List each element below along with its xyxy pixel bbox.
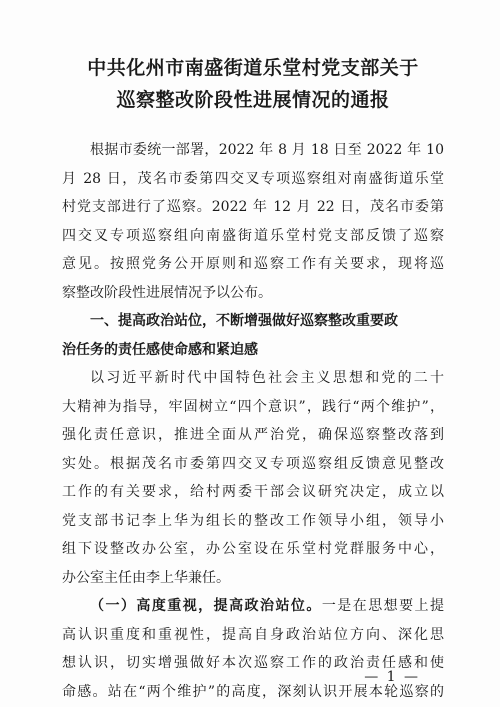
section-1-paragraph: [62, 364, 444, 592]
heading-line: 一、提高政治站位，不断增强做好巡察整改重要政: [90, 313, 398, 329]
page-number: — 1 —: [364, 669, 420, 685]
heading-line: 治任务的责任感使命感和紧迫感: [62, 341, 258, 358]
text-line: 意见。按照党务公开原则和巡察工作有关要求，现将巡: [62, 256, 444, 272]
subsection-1-paragraph: [62, 592, 444, 706]
text-line: 月 28 日，茂名市委第四交叉专项巡察组对南盛街道乐堂: [62, 170, 444, 187]
title-line-2: 巡察整改阶段性进展情况的通报: [116, 89, 390, 111]
text-line: 村党支部进行了巡察。2022 年 12 月 22 日，茂名市委第: [62, 199, 444, 215]
intro-paragraph: [62, 136, 444, 307]
subsection-1-first-text: 一是在思想要上提: [321, 598, 445, 614]
title-line-1: 中共化州市南盛街道乐堂村党支部关于: [87, 57, 419, 79]
text-line: 工作的有关要求，给村两委干部会议研究决定，成立以: [62, 484, 444, 500]
text-line: 四交叉专项巡察组向南盛街道乐堂村党支部反馈了巡察: [62, 227, 444, 244]
text-line: 组下设整改办公室，办公室设在乐堂村党群服务中心，: [62, 541, 444, 557]
text-line: 以习近平新时代中国特色社会主义思想和党的二十: [90, 370, 444, 386]
subsection-1-label: （一）高度重视，提高政治站位。: [90, 598, 322, 614]
text-line: 大精神为指导，牢固树立“四个意识”，践行“两个维护”，: [62, 398, 444, 415]
text-line: 高认识重度和重视性，提高自身政治站位方向、深化思: [62, 626, 444, 643]
text-line: 党支部书记李上华为组长的整改工作领导小组，领导小: [62, 512, 444, 529]
text-line: 实处。根据茂名市委第四交叉专项巡察组反馈意见整改: [62, 455, 444, 472]
text-line: 强化责任意识，推进全面从严治党，确保巡察整改落到: [62, 427, 444, 443]
text-line: 办公室主任由李上华兼任。: [62, 569, 230, 586]
text-line: 察整改阶段性进展情况予以公布。: [62, 284, 272, 301]
text-line: 命感。站在“两个维护”的高度，深刻认识开展本轮巡察的: [62, 683, 444, 700]
text-line: 根据市委统一部署，2022 年 8 月 18 日至 2022 年 10: [90, 142, 444, 158]
section-1-heading: [62, 307, 444, 364]
document-title: [62, 52, 444, 116]
text-line: [62, 592, 444, 621]
text-line: 想认识，切实增强做好本次巡察工作的政治责任感和使: [62, 655, 444, 671]
